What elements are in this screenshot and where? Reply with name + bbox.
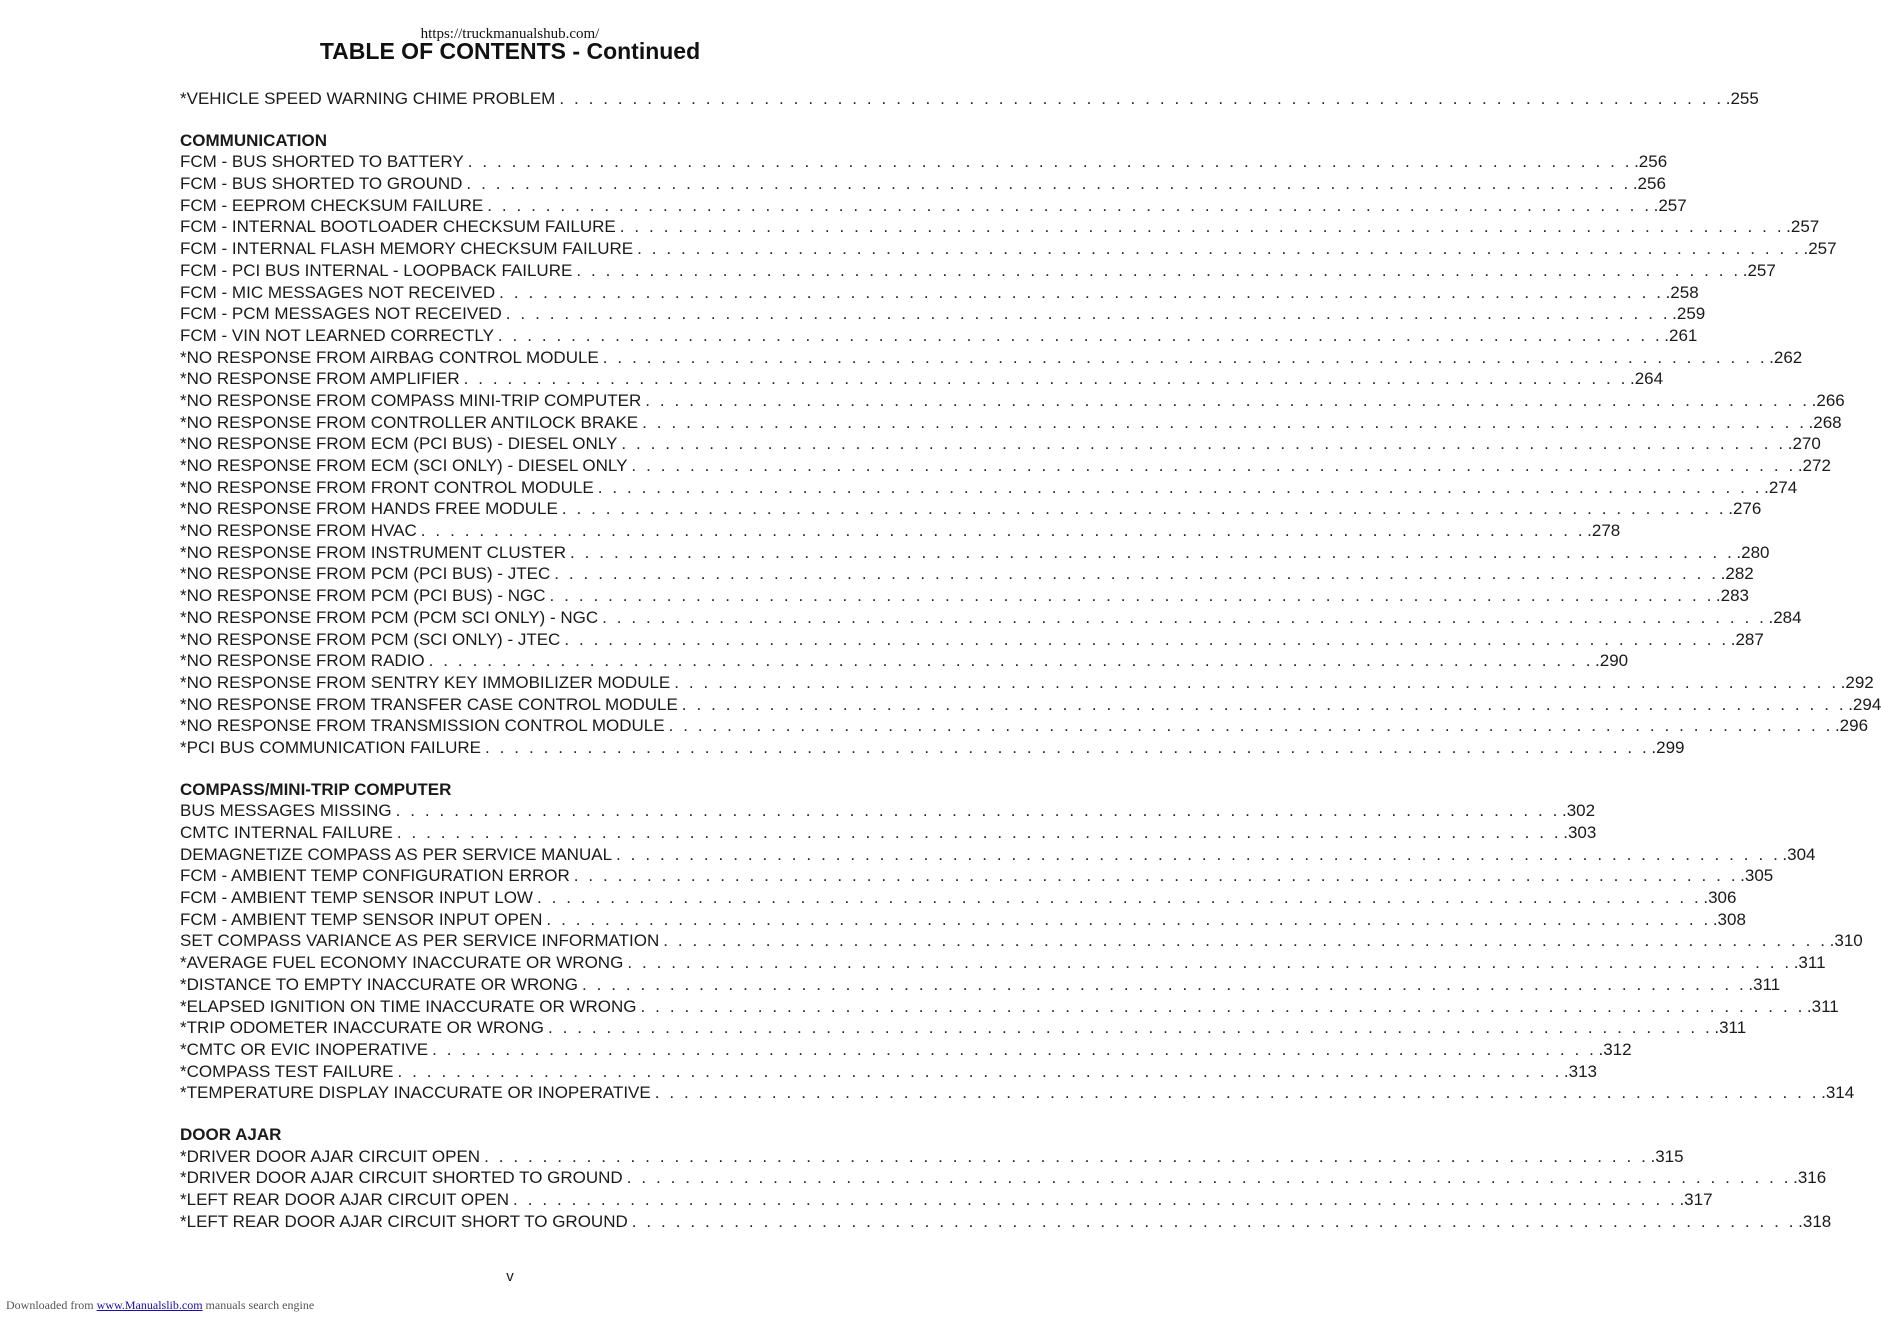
toc-entry[interactable] bbox=[180, 672, 1874, 694]
dot-leader: . . . . . . . . . . . . . . . . . . . . . . . . . . . . . . . . . . . . . . . . . . . . . . . . . . . . . . . . . . . . . . . . . . . . . . . . . . . . . . . . bbox=[554, 564, 1719, 584]
footer bbox=[6, 1298, 314, 1313]
toc-entry[interactable] bbox=[180, 844, 1816, 866]
toc-entry[interactable] bbox=[180, 412, 1842, 434]
toc-entry-title: *TRIP ODOMETER INACCURATE OR WRONG bbox=[180, 1018, 544, 1038]
toc-section bbox=[180, 1124, 1832, 1232]
toc-entry-page: .316 bbox=[1793, 1168, 1827, 1188]
toc-entry[interactable] bbox=[180, 1017, 1747, 1039]
toc-entry[interactable] bbox=[180, 952, 1826, 974]
toc-entry-page: .261 bbox=[1664, 325, 1698, 345]
toc-entry-title: FCM - EEPROM CHECKSUM FAILURE bbox=[180, 195, 484, 215]
section-heading: COMMUNICATION bbox=[180, 130, 327, 150]
dot-leader: . . . . . . . . . . . . . . . . . . . . . . . . . . . . . . . . . . . . . . . . . . . . . . . . . . . . . . . . . . . . . . . . . . . . . . . . . . . . . . . . bbox=[463, 369, 1628, 389]
toc-entry[interactable] bbox=[180, 368, 1664, 390]
toc-entry-title: *COMPASS TEST FAILURE bbox=[180, 1061, 394, 1081]
toc-entry-title: FCM - INTERNAL FLASH MEMORY CHECKSUM FAILURE bbox=[180, 239, 634, 259]
toc-entry-title: *PCI BUS COMMUNICATION FAILURE bbox=[180, 737, 481, 757]
toc-entry-page: .292 bbox=[1840, 672, 1874, 692]
toc-entry-title: *DRIVER DOOR AJAR CIRCUIT SHORTED TO GROUND bbox=[180, 1168, 623, 1188]
dot-leader: . . . . . . . . . . . . . . . . . . . . . . . . . . . . . . . . . . . . . . . . . . . . . . . . . . . . . . . . . . . . . . . . . . . . . . . . . . . . . . . . bbox=[546, 909, 1711, 929]
toc-entry-page: .266 bbox=[1811, 390, 1845, 410]
toc-entry-page: .290 bbox=[1595, 651, 1629, 671]
dot-leader: . . . . . . . . . . . . . . . . . . . . . . . . . . . . . . . . . . . . . . . . . . . . . . . . . . . . . . . . . . . . . . . . . . . . . . . . . . . . . . . . bbox=[420, 521, 1586, 541]
toc-entry-page: .314 bbox=[1821, 1083, 1855, 1103]
dot-leader: . . . . . . . . . . . . . . . . . . . . . . . . . . . . . . . . . . . . . . . . . . . . . . . . . . . . . . . . . . . . . . . . . . . . . . . . . . . . . . . . bbox=[396, 823, 1562, 842]
dot-leader: . . . . . . . . . . . . . . . . . . . . . . . . . . . . . . . . . . . . . . . . . . . . . . . . . . . . . . . . . . . . . . . . . . . . . . . . . . . . . . . . bbox=[549, 586, 1714, 606]
toc-entry-page: .276 bbox=[1728, 499, 1762, 519]
toc-entry-title: CMTC INTERNAL FAILURE bbox=[180, 823, 393, 842]
toc-entry-page: .308 bbox=[1712, 909, 1746, 929]
dot-leader: . . . . . . . . . . . . . . . . . . . . . . . . . . . . . . . . . . . . . . . . . . . . . . . . . . . . . . . . . . . . . . . . . . . . . . . . . . . . . . . . bbox=[561, 499, 1727, 519]
dot-leader: . . . . . . . . . . . . . . . . . . . . . . . . . . . . . . . . . . . . . . . . . . . . . . . . . . . . . . . . . . . . . . . . . . . . . . . . . . . . . . . . bbox=[654, 1083, 1820, 1103]
dot-leader: . . . . . . . . . . . . . . . . . . . . . . . . . . . . . . . . . . . . . . . . . . . . . . . . . . . . . . . . . . . . . . . . . . . . . . . . . . . . . . . . bbox=[570, 542, 1735, 562]
toc-entry[interactable] bbox=[180, 238, 1837, 260]
toc-entry-title: *NO RESPONSE FROM FRONT CONTROL MODULE bbox=[180, 477, 594, 497]
toc-entry-page: .311 bbox=[1806, 996, 1839, 1016]
toc-entry-page: .306 bbox=[1703, 888, 1737, 908]
dot-leader: . . . . . . . . . . . . . . . . . . . . . . . . . . . . . . . . . . . . . . . . . . . . . . . . . . . . . . . . . . . . . . . . . . . . . . . . . . . . . . . . bbox=[397, 1061, 1562, 1081]
dot-leader: . . . . . . . . . . . . . . . . . . . . . . . . . . . . . . . . . . . . . . . . . . . . . . . . . . . . . . . . . . . . . . . . . . . . . . . . . . . . . . . . bbox=[487, 195, 1652, 215]
toc-entry[interactable] bbox=[180, 822, 1597, 844]
toc-entry-page: .256 bbox=[1634, 152, 1668, 172]
toc-entry[interactable] bbox=[180, 607, 1802, 629]
toc-entry-title: *NO RESPONSE FROM TRANSMISSION CONTROL MODULE bbox=[180, 716, 665, 736]
dot-leader: . . . . . . . . . . . . . . . . . . . . . . . . . . . . . . . . . . . . . . . . . . . . . . . . . . . . . . . . . . . . . . . . . . . . . . . . . . . . . . . . bbox=[616, 844, 1781, 864]
toc-entry[interactable] bbox=[180, 260, 1776, 282]
toc-entry[interactable] bbox=[180, 887, 1737, 909]
dot-leader: . . . . . . . . . . . . . . . . . . . . . . . . . . . . . . . . . . . . . . . . . . . . . . . . . . . . . . . . . . . . . . . . . . . . . . . . . . . . . . . . bbox=[432, 1039, 1597, 1059]
toc-entry-title: *NO RESPONSE FROM HVAC bbox=[180, 521, 417, 541]
section-heading: COMPASS/MINI-TRIP COMPUTER bbox=[180, 779, 452, 799]
toc-entry-title: *NO RESPONSE FROM PCM (SCI ONLY) - JTEC bbox=[180, 629, 561, 649]
toc-entry-page: .257 bbox=[1742, 260, 1776, 280]
toc-sections bbox=[180, 130, 1881, 1233]
toc-entry[interactable] bbox=[180, 498, 1762, 520]
section-heading: DOOR AJAR bbox=[180, 1124, 282, 1144]
toc-entry-page: .270 bbox=[1787, 434, 1821, 454]
footer-suffix: manuals search engine bbox=[205, 1298, 315, 1312]
toc-entry[interactable] bbox=[180, 195, 1687, 217]
toc-entry-page: .302 bbox=[1562, 801, 1596, 821]
dot-leader: . . . . . . . . . . . . . . . . . . . . . . . . . . . . . . . . . . . . . . . . . . . . . . . . . . . . . . . . . . . . . . . . . . . . . . . . . . . . . . . . bbox=[547, 1018, 1713, 1038]
dot-leader: . . . . . . . . . . . . . . . . . . . . . . . . . . . . . . . . . . . . . . . . . . . . . . . . . . . . . . . . . . . . . . . . . . . . . . . . . . . . . . . . bbox=[642, 412, 1807, 432]
dot-leader: . . . . . . . . . . . . . . . . . . . . . . . . . . . . . . . . . . . . . . . . . . . . . . . . . . . . . . . . . . . . . . . . . . . . . . . . . . . . . . . . bbox=[497, 325, 1663, 345]
dot-leader: . . . . . . . . . . . . . . . . . . . . . . . . . . . . . . . . . . . . . . . . . . . . . . . . . . . . . . . . . . . . . . . . . . . . . . . . . . . . . . . . bbox=[619, 217, 1785, 237]
toc-entry[interactable] bbox=[180, 1189, 1713, 1211]
toc-entry[interactable] bbox=[180, 1211, 1832, 1233]
toc-entry-title: *NO RESPONSE FROM TRANSFER CASE CONTROL MODULE bbox=[180, 694, 678, 714]
toc-entry-title: *NO RESPONSE FROM PCM (PCI BUS) - JTEC bbox=[180, 564, 551, 584]
toc-entry[interactable] bbox=[180, 629, 1764, 651]
toc-entry-title: FCM - AMBIENT TEMP SENSOR INPUT OPEN bbox=[180, 909, 543, 929]
dot-leader: . . . . . . . . . . . . . . . . . . . . . . . . . . . . . . . . . . . . . . . . . . . . . . . . . . . . . . . . . . . . . . . . . . . . . . . . . . . . . . . . bbox=[499, 282, 1664, 302]
toc-entry[interactable] bbox=[180, 650, 1629, 672]
dot-leader: . . . . . . . . . . . . . . . . . . . . . . . . . . . . . . . . . . . . . . . . . . . . . . . . . . . . . . . . . . . . . . . . . . . . . . . . . . . . . . . . bbox=[668, 716, 1833, 736]
toc-entry-page: .272 bbox=[1797, 456, 1831, 475]
toc-entry-page: .282 bbox=[1720, 564, 1754, 584]
toc-entry-title: FCM - INTERNAL BOOTLOADER CHECKSUM FAILURE bbox=[180, 217, 616, 237]
dot-leader: . . . . . . . . . . . . . . . . . . . . . . . . . . . . . . . . . . . . . . . . . . . . . . . . . . . . . . . . . . . . . . . . . . . . . . . . . . . . . . . . bbox=[485, 737, 1650, 757]
toc-entry[interactable] bbox=[180, 347, 1803, 369]
toc-entry[interactable] bbox=[180, 1061, 1597, 1083]
dot-leader: . . . . . . . . . . . . . . . . . . . . . . . . . . . . . . . . . . . . . . . . . . . . . . . . . . . . . . . . . . . . . . . . . . . . . . . . . . . . . . . . bbox=[581, 974, 1747, 994]
toc-entry-title: *NO RESPONSE FROM ECM (SCI ONLY) - DIESEL ONLY bbox=[180, 456, 628, 475]
toc-entry-title: FCM - PCM MESSAGES NOT RECEIVED bbox=[180, 304, 502, 324]
toc-entry-page: .256 bbox=[1632, 174, 1666, 194]
toc-entry[interactable] bbox=[180, 1167, 1827, 1189]
toc-entry-title: *NO RESPONSE FROM HANDS FREE MODULE bbox=[180, 499, 558, 519]
dot-leader: . . . . . . . . . . . . . . . . . . . . . . . . . . . . . . . . . . . . . . . . . . . . . . . . . . . . . . . . . . . . . . . . . . . . . . . . . . . . . . . . bbox=[627, 953, 1792, 973]
dot-leader: . . . . . . . . . . . . . . . . . . . . . . . . . . . . . . . . . . . . . . . . . . . . . . . . . . . . . . . . . . . . . . . . . . . . . . . . . . . . . . . . bbox=[576, 260, 1741, 280]
dot-leader: . . . . . . . . . . . . . . . . . . . . . . . . . . . . . . . . . . . . . . . . . . . . . . . . . . . . . . . . . . . . . . . . . . . . . . . . . . . . . . . . bbox=[484, 1146, 1649, 1166]
toc-entry-title: DEMAGNETIZE COMPASS AS PER SERVICE MANUAL bbox=[180, 844, 613, 864]
toc-entry-title: *NO RESPONSE FROM AMPLIFIER bbox=[180, 369, 460, 389]
dot-leader: . . . . . . . . . . . . . . . . . . . . . . . . . . . . . . . . . . . . . . . . . . . . . . . . . . . . . . . . . . . . . . . . . . . . . . . . . . . . . . . . bbox=[564, 629, 1729, 649]
dot-leader: . . . . . . . . . . . . . . . . . . . . . . . . . . . . . . . . . . . . . . . . . . . . . . . . . . . . . . . . . . . . . . . . . . . . . . . . . . . . . . . . bbox=[573, 866, 1739, 886]
toc-entry[interactable] bbox=[180, 737, 1685, 759]
toc-entry-page: .318 bbox=[1798, 1211, 1832, 1231]
toc-entry-title: *NO RESPONSE FROM AIRBAG CONTROL MODULE bbox=[180, 347, 599, 367]
toc-entry-page: .284 bbox=[1768, 607, 1802, 627]
toc-entry-page: .294 bbox=[1848, 694, 1881, 714]
toc-entry-page: .304 bbox=[1782, 844, 1816, 864]
dot-leader: . . . . . . . . . . . . . . . . . . . . . . . . . . . . . . . . . . . . . . . . . . . . . . . . . . . . . . . . . . . . . . . . . . . . . . . . . . . . . . . . bbox=[640, 996, 1805, 1016]
toc-entry-page: .305 bbox=[1740, 866, 1774, 886]
toc-entry-title: FCM - AMBIENT TEMP SENSOR INPUT LOW bbox=[180, 888, 533, 908]
toc-entry[interactable] bbox=[180, 282, 1699, 304]
dot-leader: . . . . . . . . . . . . . . . . . . . . . . . . . . . . . . . . . . . . . . . . . . . . . . . . . . . . . . . . . . . . . . . . . . . . . . . . . . . . . . . . bbox=[645, 390, 1810, 410]
toc-entry[interactable] bbox=[180, 325, 1698, 347]
toc-entry[interactable] bbox=[180, 930, 1863, 952]
site-url: https://truckmanualshub.com/ bbox=[420, 26, 600, 42]
toc-entry-title: *AVERAGE FUEL ECONOMY INACCURATE OR WRONG bbox=[180, 953, 624, 973]
dot-leader: . . . . . . . . . . . . . . . . . . . . . . . . . . . . . . . . . . . . . . . . . . . . . . . . . . . . . . . . . . . . . . . . . . . . . . . . . . . . . . . . bbox=[559, 89, 1724, 108]
toc-entry[interactable] bbox=[180, 303, 1706, 325]
toc-entry[interactable] bbox=[180, 390, 1845, 412]
dot-leader: . . . . . . . . . . . . . . . . . . . . . . . . . . . . . . . . . . . . . . . . . . . . . . . . . . . . . . . . . . . . . . . . . . . . . . . . . . . . . . . . bbox=[467, 152, 1633, 172]
toc-entry-page: .299 bbox=[1651, 737, 1685, 757]
toc-entry-title: *NO RESPONSE FROM COMPASS MINI-TRIP COMPUTER bbox=[180, 390, 642, 410]
toc-entry-title: *VEHICLE SPEED WARNING CHIME PROBLEM bbox=[180, 89, 556, 108]
dot-leader: . . . . . . . . . . . . . . . . . . . . . . . . . . . . . . . . . . . . . . . . . . . . . . . . . . . . . . . . . . . . . . . . . . . . . . . . . . . . . . . . bbox=[626, 1168, 1792, 1188]
toc-entry-title: *NO RESPONSE FROM INSTRUMENT CLUSTER bbox=[180, 542, 567, 562]
toc-entry-page: .311 bbox=[1748, 974, 1781, 994]
toc-entry-page: .257 bbox=[1786, 217, 1820, 237]
toc-entry-title: *NO RESPONSE FROM PCM (PCM SCI ONLY) - NGC bbox=[180, 607, 599, 627]
toc-entry-page: .280 bbox=[1736, 542, 1770, 562]
dot-leader: . . . . . . . . . . . . . . . . . . . . . . . . . . . . . . . . . . . . . . . . . . . . . . . . . . . . . . . . . . . . . . . . . . . . . . . . . . . . . . . . bbox=[681, 694, 1847, 714]
toc-entry-title: FCM - VIN NOT LEARNED CORRECTLY bbox=[180, 325, 494, 345]
toc-entry[interactable] bbox=[180, 542, 1770, 564]
toc-entry[interactable] bbox=[180, 563, 1754, 585]
toc-entry-page: .287 bbox=[1730, 629, 1764, 649]
toc-entry-title: *TEMPERATURE DISPLAY INACCURATE OR INOPERATIVE bbox=[180, 1083, 651, 1103]
toc-entry-page: .311 bbox=[1793, 953, 1826, 973]
toc-entry[interactable] bbox=[180, 151, 1668, 173]
toc-entry[interactable] bbox=[180, 88, 1759, 110]
page-title: TABLE OF CONTENTS - Continued bbox=[319, 38, 701, 64]
toc-entry-page: .310 bbox=[1829, 931, 1863, 951]
dot-leader: . . . . . . . . . . . . . . . . . . . . . . . . . . . . . . . . . . . . . . . . . . . . . . . . . . . . . . . . . . . . . . . . . . . . . . . . . . . . . . . . bbox=[663, 931, 1828, 951]
dot-leader: . . . . . . . . . . . . . . . . . . . . . . . . . . . . . . . . . . . . . . . . . . . . . . . . . . . . . . . . . . . . . . . . . . . . . . . . . . . . . . . . bbox=[621, 434, 1786, 454]
toc-entry-title: FCM - BUS SHORTED TO GROUND bbox=[180, 174, 463, 194]
toc-entry-title: FCM - AMBIENT TEMP CONFIGURATION ERROR bbox=[180, 866, 570, 886]
toc-entry-title: *DRIVER DOOR AJAR CIRCUIT OPEN bbox=[180, 1146, 481, 1166]
toc-entry-title: *DISTANCE TO EMPTY INACCURATE OR WRONG bbox=[180, 974, 578, 994]
dot-leader: . . . . . . . . . . . . . . . . . . . . . . . . . . . . . . . . . . . . . . . . . . . . . . . . . . . . . . . . . . . . . . . . . . . . . . . . . . . . . . . . bbox=[602, 347, 1768, 367]
toc-section bbox=[180, 779, 1863, 1104]
page-number: v bbox=[506, 1268, 514, 1285]
toc-entry-title: BUS MESSAGES MISSING bbox=[180, 801, 392, 821]
dot-leader: . . . . . . . . . . . . . . . . . . . . . . . . . . . . . . . . . . . . . . . . . . . . . . . . . . . . . . . . . . . . . . . . . . . . . . . . . . . . . . . . bbox=[631, 1211, 1797, 1231]
toc-entry-page: .317 bbox=[1679, 1190, 1713, 1209]
toc-entry[interactable] bbox=[180, 1082, 1855, 1104]
manualslib-link[interactable]: www.Manualslib.com bbox=[96, 1298, 203, 1312]
toc-entry-title: *NO RESPONSE FROM CONTROLLER ANTILOCK BRAKE bbox=[180, 412, 639, 432]
toc-entry[interactable] bbox=[180, 173, 1666, 195]
toc-entry-title: *ELAPSED IGNITION ON TIME INACCURATE OR WRONG bbox=[180, 996, 637, 1016]
toc-entry[interactable] bbox=[180, 520, 1621, 542]
toc-entry-title: SET COMPASS VARIANCE AS PER SERVICE INFORMATION bbox=[180, 931, 660, 951]
toc-entry[interactable] bbox=[180, 996, 1839, 1018]
toc-entry[interactable] bbox=[180, 974, 1781, 996]
toc-entry-title: *LEFT REAR DOOR AJAR CIRCUIT SHORT TO GROUND bbox=[180, 1211, 628, 1231]
toc-entry[interactable] bbox=[180, 909, 1746, 931]
toc-entry-title: FCM - PCI BUS INTERNAL - LOOPBACK FAILURE bbox=[180, 260, 573, 280]
dot-leader: . . . . . . . . . . . . . . . . . . . . . . . . . . . . . . . . . . . . . . . . . . . . . . . . . . . . . . . . . . . . . . . . . . . . . . . . . . . . . . . . bbox=[505, 304, 1671, 324]
dot-leader: . . . . . . . . . . . . . . . . . . . . . . . . . . . . . . . . . . . . . . . . . . . . . . . . . . . . . . . . . . . . . . . . . . . . . . . . . . . . . . . . bbox=[631, 456, 1796, 475]
dot-leader: . . . . . . . . . . . . . . . . . . . . . . . . . . . . . . . . . . . . . . . . . . . . . . . . . . . . . . . . . . . . . . . . . . . . . . . . . . . . . . . . bbox=[395, 801, 1560, 821]
toc-entry-page: .257 bbox=[1803, 239, 1837, 259]
dot-leader: . . . . . . . . . . . . . . . . . . . . . . . . . . . . . . . . . . . . . . . . . . . . . . . . . . . . . . . . . . . . . . . . . . . . . . . . . . . . . . . . bbox=[602, 607, 1767, 627]
toc-entry[interactable] bbox=[180, 694, 1881, 716]
dot-leader: . . . . . . . . . . . . . . . . . . . . . . . . . . . . . . . . . . . . . . . . . . . . . . . . . . . . . . . . . . . . . . . . . . . . . . . . . . . . . . . . bbox=[428, 651, 1594, 671]
toc-entry[interactable] bbox=[180, 455, 1831, 477]
toc-entry[interactable] bbox=[180, 800, 1596, 822]
toc-entry[interactable] bbox=[180, 216, 1820, 238]
toc-entry-page: .274 bbox=[1764, 477, 1798, 497]
toc-entry[interactable] bbox=[180, 715, 1869, 737]
toc-entry[interactable] bbox=[180, 477, 1798, 499]
dot-leader: . . . . . . . . . . . . . . . . . . . . . . . . . . . . . . . . . . . . . . . . . . . . . . . . . . . . . . . . . . . . . . . . . . . . . . . . . . . . . . . . bbox=[536, 888, 1702, 908]
toc-section bbox=[180, 130, 1881, 759]
toc-entry-title: FCM - MIC MESSAGES NOT RECEIVED bbox=[180, 282, 496, 302]
toc-entry[interactable] bbox=[180, 1146, 1684, 1168]
toc-entry-page: .311 bbox=[1714, 1018, 1747, 1038]
toc-entry-title: *NO RESPONSE FROM PCM (PCI BUS) - NGC bbox=[180, 586, 546, 606]
intro-entry-list bbox=[180, 88, 1759, 110]
toc-entry-page: .296 bbox=[1834, 716, 1869, 736]
toc-entry-page: .259 bbox=[1672, 304, 1706, 324]
toc-entry-page: .278 bbox=[1587, 521, 1621, 541]
toc-entry-page: .303 bbox=[1563, 823, 1597, 842]
toc-entry-page: .312 bbox=[1598, 1039, 1632, 1059]
toc-entry-title: *NO RESPONSE FROM ECM (PCI BUS) - DIESEL ONLY bbox=[180, 434, 618, 454]
toc-entry-title: *NO RESPONSE FROM SENTRY KEY IMMOBILIZER MODULE bbox=[180, 672, 671, 692]
toc-entry-page: .257 bbox=[1653, 195, 1687, 215]
dot-leader: . . . . . . . . . . . . . . . . . . . . . . . . . . . . . . . . . . . . . . . . . . . . . . . . . . . . . . . . . . . . . . . . . . . . . . . . . . . . . . . . bbox=[637, 239, 1802, 259]
toc-entry-page: .258 bbox=[1665, 282, 1699, 302]
toc-entry[interactable] bbox=[180, 433, 1821, 455]
toc-entry-page: .283 bbox=[1715, 586, 1750, 606]
toc-entry-page: .255 bbox=[1725, 89, 1759, 108]
dot-leader: . . . . . . . . . . . . . . . . . . . . . . . . . . . . . . . . . . . . . . . . . . . . . . . . . . . . . . . . . . . . . . . . . . . . . . . . . . . . . . . . bbox=[674, 672, 1839, 692]
toc-entry-title: *CMTC OR EVIC INOPERATIVE bbox=[180, 1039, 429, 1059]
toc-entry-page: .315 bbox=[1650, 1146, 1684, 1166]
toc-entry-title: *LEFT REAR DOOR AJAR CIRCUIT OPEN bbox=[180, 1190, 510, 1209]
toc-entry-title: *NO RESPONSE FROM RADIO bbox=[180, 651, 425, 671]
dot-leader: . . . . . . . . . . . . . . . . . . . . . . . . . . . . . . . . . . . . . . . . . . . . . . . . . . . . . . . . . . . . . . . . . . . . . . . . . . . . . . . . bbox=[513, 1190, 1678, 1209]
toc-entry[interactable] bbox=[180, 865, 1774, 887]
toc-entry-page: .268 bbox=[1808, 412, 1842, 432]
toc-entry[interactable] bbox=[180, 1039, 1632, 1061]
toc-entry-page: .313 bbox=[1563, 1061, 1597, 1081]
table-of-contents bbox=[180, 88, 1881, 1232]
toc-entry-page: .264 bbox=[1630, 369, 1664, 389]
dot-leader: . . . . . . . . . . . . . . . . . . . . . . . . . . . . . . . . . . . . . . . . . . . . . . . . . . . . . . . . . . . . . . . . . . . . . . . . . . . . . . . . bbox=[466, 174, 1631, 194]
toc-entry-title: FCM - BUS SHORTED TO BATTERY bbox=[180, 152, 464, 172]
dot-leader: . . . . . . . . . . . . . . . . . . . . . . . . . . . . . . . . . . . . . . . . . . . . . . . . . . . . . . . . . . . . . . . . . . . . . . . . . . . . . . . . bbox=[597, 477, 1763, 497]
toc-entry[interactable] bbox=[180, 585, 1750, 607]
toc-entry-page: .262 bbox=[1769, 347, 1803, 367]
footer-prefix: Downloaded from bbox=[6, 1298, 94, 1312]
